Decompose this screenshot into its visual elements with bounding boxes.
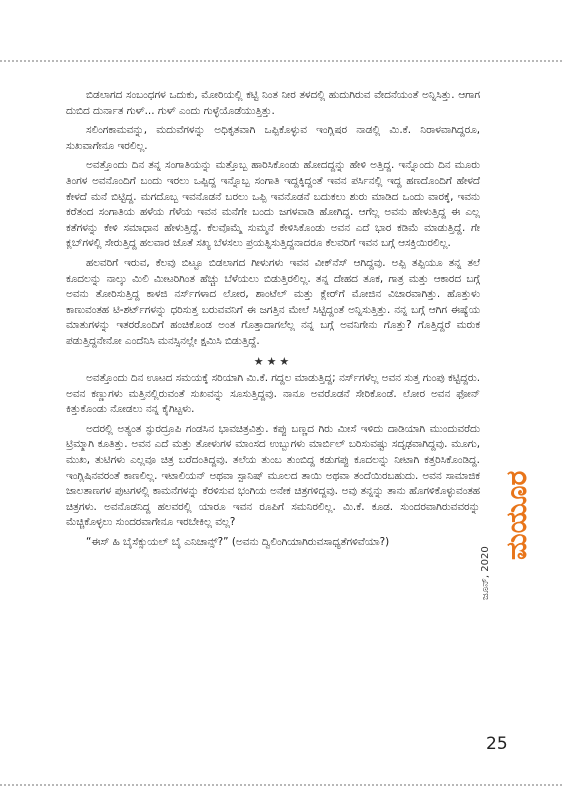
paragraph: ಅವತ್ತೊಂದು ದಿನ ಊಟದ ಸಮಯಕ್ಕೆ ಸರಿಯಾಗಿ ಮಿ.ಕೆ. ಗದ್ದಲ ಮಾಡುತ್ತಿದ್ದ; ನರ್ಸ್‌ಗಳೆಲ್ಲ ಅವನ ಸುತ್ತ ಗುಂಪು ಕಟ್ಟಿದ್ದರು. ಅವನ ಕಣ್ಣುಗಳು ಮತ್ತಿನಲ್ಲಿರುವಂತೆ ಸುಖವನ್ನು ಸೂಸುತ್ತಿದ್ದವು. ನಾನೂ ಅವರೊಡನೆ ಸೇರಿಕೊಂಡೆ. ಲೋರ ಅವನ ಫೋನ್ ಕಿತ್ತುಕೊಂಡು ನೋಡಲು ನನ್ನ ಕೈಗಿಟ್ಟಳು. — [66, 372, 480, 416]
page-number: 25 — [486, 734, 508, 754]
paragraph: ಬಿಡಲಾಗದ ಸಂಬಂಧಗಳ ಒದುಕು, ಮೋರಿಯಲ್ಲಿ ಕಟ್ಟಿ ನಿಂತ ನೀರ ತಳದಲ್ಲಿ ಹುದುಗಿರುವ ವೇದನೆಯಂತೆ ಅನ್ನಿಸಿತ್ತು. ಆಗಾಗ ದುಬಿದ ದುರ್ನಾತ ಗುಳ್... ಗುಳ್ ಎಂದು ಗುಳ್ಳೆಯೊಡೆಯುತ್ತಿತ್ತು. — [66, 89, 480, 117]
magazine-brand-logo: ಮಯೂರ — [500, 470, 533, 560]
paragraph: ಅದರಲ್ಲಿ ಅತ್ಯಂತ ಸ್ಫುರದ್ರೂಪಿ ಗಂಡಸಿನ ಭಾವಚಿತ್ರವಿತ್ತು. ಕಪ್ಪು ಬಣ್ಣದ ಗಿರು ಮೀಸೆ ಇಳಿದು ದಾಡಿಯಾಗಿ ಮುಂದುವರೆದು ಟ್ರಿಮ್ಮಾಗಿ ಕೂತಿತ್ತು. ಅವನ ಎದೆ ಮತ್ತು ತೋಳುಗಳ ಮಾಂಸದ ಉಬ್ಬುಗಳು ಮಾರ್ಬಿಲ್ ಬರಿಸುವಷ್ಟು ಸದೃಢವಾಗಿದ್ದವು. ಮೂಗು, ಮುಖ, ತುಟಿಗಳು ಎಲ್ಲವೂ ಚಿತ್ರ ಬರೆದಂತಿದ್ದವು. ತಲೆಯ ತುಂಬ ತುಂಬಿದ್ದ ಕಡುಗಪ್ಪು ಕೂದಲನ್ನು ನೀಟಾಗಿ ಕತ್ತರಿಸಿಕೊಂಡಿದ್ದ. ಇಂಗ್ಲಿಷಿನವರಂತೆ ಕಾಣಲಿಲ್ಲ. ಇಟಾಲಿಯನ್ ಅಥವಾ ಸ್ಪಾನಿಷ್ ಮೂಲದ ತಾಯಿ ಅಥವಾ ತಂದೆಯಿರಬಹುದು. ಅವನ ಸಾಮಾಜಿಕ ಜಾಲತಾಣಗಳ ಪುಟಗಳಲ್ಲಿ ಕಾಮನೆಗಳನ್ನು ಕೆರಳಿಸುವ ಭಂಗಿಯ ಅನೇಕ ಚಿತ್ರಗಳಿದ್ದವು. ಅವು ತನ್ನನ್ನು ತಾನು ಹೊಗಳಿಕೊಳ್ಳುವಂತಹ ಚಿತ್ರಗಳು. ಅವನೊಡನಿದ್ದ ಹಲವರಲ್ಲಿ ಯಾರೂ ಇವನ ರೂಪಿಗೆ ಸಮನಿರಲಿಲ್ಲ. ಮಿ.ಕೆ. ಕೂಡ. ಸುಂದರವಾಗಿರುವವರನ್ನು ಮೆಚ್ಚಿಕೊಳ್ಳಲು ಸುಂದರವಾಗೇನೂ ಇರಬೇಕಿಲ್ಲ ವಲ್ಲ? — [66, 422, 480, 529]
paragraph: ಸಲಿಂಗಕಾಮವನ್ನು, ಮದುವೆಗಳನ್ನು ಅಧಿಕೃತವಾಗಿ ಒಪ್ಪಿಕೊಳ್ಳುವ ಇಂಗ್ಲಿಷರ ನಾಡಲ್ಲಿ ಮಿ.ಕೆ. ನಿರಾಳವಾಗಿದ್ದರೂ, ಸುಖವಾಗೇನೂ ಇರಲಿಲ್ಲ. — [66, 124, 480, 152]
section-break-stars: ★★★ — [253, 354, 293, 368]
paragraph: ಅವತ್ತೊಂದು ದಿನ ತನ್ನ ಸಂಗಾತಿಯನ್ನು ಮತ್ತೊಬ್ಬ ಹಾರಿಸಿಕೊಂಡು ಹೋದದ್ದನ್ನು ಹೇಳಿ ಅತ್ತಿದ್ದ. ಇನ್ನೊಂದು ದಿನ ಮೂರು ತಿಂಗಳ ಅವನೊಂದಿಗೆ ಬಂದು ಇರಲು ಒಪ್ಪಿದ್ದ ಇನ್ನೊಬ್ಬ ಸಂಗಾತಿ ಇದ್ದಕ್ಕಿದ್ದಂತೆ ಇವನ ಪರ್ಸಿನಲ್ಲಿ ಇದ್ದ ಹಣದೊಂದಿಗೆ ಹೇಳದೆ ಕೇಳದೆ ಮನೆ ಬಿಟ್ಟಿದ್ದ. ಮಗದೊಬ್ಬ ಇವನೊಡನೆ ಬರಲು ಒಪ್ಪಿ ಇವನೊಡನೆ ಬದುಕಲು ಶುರು ಮಾಡಿದ ಒಂದು ವಾರಕ್ಕೆ, ಇವನು ಕರೆತಂದ ಸಂಗಾತಿಯ ಹಳೆಯ ಗೆಳೆಯ ಇವನ ಮನೆಗೇ ಬಂದು ಜಗಳವಾಡಿ ಹೋಗಿದ್ದ. ಆಗೆಲ್ಲ ಅವನು ಹೇಳುತ್ತಿದ್ದ ಈ ಎಲ್ಲ ಕತೆಗಳನ್ನು ಕೇಳಿ ಸಮಾಧಾನ ಹೇಳುತ್ತಿದ್ದೆ. ಕೆಲವೊಮ್ಮೆ ಸುಮ್ಮನೆ ಕೇಳಿಸಿಕೊಂಡು ಅವನ ಎದೆ ಭಾರ ಕಡಿಮೆ ಮಾಡುತ್ತಿದ್ದೆ. ಗೇ ಕ್ಲಬ್‌ಗಳಲ್ಲಿ ಸೇರುತ್ತಿದ್ದ ಹಲವಾರ ಜೊತೆ ಸಖ್ಯ ಬೆಳಸಲು ಪ್ರಯತ್ನಿಸುತ್ತಿದ್ದನಾದರೂ ಕೆಲವರಿಗೆ ಇವನ ಬಗ್ಗೆ ಆಸಕ್ತಿಯಿರಲಿಲ್ಲ. — [66, 159, 480, 250]
top-dotted-rule — [0, 60, 562, 62]
quote-line: “ಈಸ್ ಹಿ ಬೈಸೆಕ್ಸುಯಲ್ ಬೈ ಎನಿಚಾನ್ಸ್?” (ಅವನು ದ್ವಿಲಿಂಗಿಯಾಗಿರುವಸಾಧ್ಯತೆಗಳಿವೆಯಾ?) — [86, 536, 390, 549]
bottom-dotted-rule — [0, 784, 562, 786]
article-body — [66, 88, 480, 555]
paragraph: ಹಲವರಿಗೆ ಇರುವ, ಕೆಲವು ಬಿಟ್ಟೂ ಬಿಡಲಾಗದ ಗೀಳುಗಳು ಇವನ ವೀಕ್‌ನೆಸ್ ಆಗಿದ್ದವು. ಅಪ್ಪಿ ತಪ್ಪಿಯೂ ತನ್ನ ತಲೆ ಕೂದಲನ್ನು ನಾಲ್ಕು ಮಿಲಿ ಮೀಟರಿಗಿಂತ ಹೆಚ್ಚು ಬೆಳೆಯಲು ಬಿಡುತ್ತಿರಲಿಲ್ಲ. ತನ್ನ ದೇಹದ ತೂಕ, ಗಾತ್ರ ಮತ್ತು ಆಕಾರದ ಬಗ್ಗೆ ಅವನು ತೋರಿಸುತ್ತಿದ್ದ ಕಾಳಜಿ ನರ್ಸ್‌ಗಳಾದ ಲೋರ, ಶಾಂಟೆಲ್ ಮತ್ತು ಕ್ಲೇರ್‌ಗೆ ಮೋಜಿನ ವಿಚಾರವಾಗಿತ್ತು. ಹೊತ್ತುಳು ಕಾಣುವಂತಹ ಟಿ-ಶರ್ಟ್‌ಗಳನ್ನು ಧರಿಸುತ್ತ ಬರುವವನಿಗೆ ಈ ಜಗತ್ತಿನ ಮೇಲೆ ಸಿಟ್ಟಿದ್ದಂತೆ ಅನ್ನಿಸುತ್ತಿತ್ತು. ನನ್ನ ಬಗ್ಗೆ ಆಗಿಗ ಈಷ್ಯೆಯ ಮಾತುಗಳನ್ನು ಇತರರೊಂದಿಗೆ ಹಂಚಿಕೊಂಡ ಅಂತ ಗೊತ್ತಾದಾಗಲೆಲ್ಲ ನನ್ನ ಬಗ್ಗೆ ಅವನಿಗೇನು ಗೊತ್ತು? ಗೊತ್ತಿದ್ದರೆ ಮರುಕ ಪಡುತ್ತಿದ್ದನೇನೋ ಎಂದೆನಿಸಿ ಮನಸ್ಸಿನಲ್ಲೇ ಕ್ಷಮಿಸಿ ಬಿಡುತ್ತಿದ್ದೆ. — [66, 256, 480, 347]
issue-date: ಜೂನ್, 2020 — [480, 546, 491, 600]
